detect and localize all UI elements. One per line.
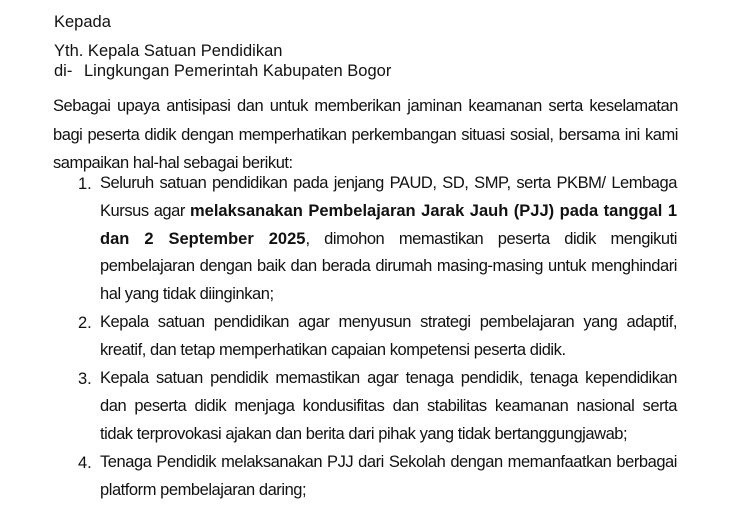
list-item-text bbox=[100, 170, 677, 309]
list-number: 3. bbox=[78, 370, 92, 388]
recipient-line-1: Yth. Kepala Satuan Pendidikan bbox=[54, 42, 283, 60]
intro-paragraph: Sebagai upaya antisipasi dan untuk memberikan jaminan keamanan serta keselamatan bagi peserta didik dengan memperhatikan perkembangan situasi sosial, bersama ini kami sampaikan hal-hal sebagai berikut: bbox=[53, 97, 678, 172]
list-number: 2. bbox=[78, 314, 92, 332]
recipient-line-2 bbox=[54, 61, 391, 81]
list-number: 1. bbox=[78, 175, 92, 193]
recipient-location: Lingkungan Pemerintah Kabupaten Bogor bbox=[84, 62, 392, 80]
recipient-prefix: di- bbox=[54, 62, 73, 80]
list-number: 4. bbox=[78, 454, 92, 472]
item-text-regular: , dimohon memastikan peserta didik mengikuti pembelajaran dengan baik dan berada dirumah masing-masing untuk menghindari hal yang tidak diinginkan; bbox=[100, 229, 678, 304]
list-item-text: Kepala satuan pendidik memastikan agar tenaga pendidik, tenaga kependidikan dan peserta didik menjaga kondusifitas dan stabilitas keamanan nasional serta tidak terprovokasi ajakan dan berita dari pihak yang tidak bertanggungjawab; bbox=[100, 369, 677, 443]
list-item-text: Kepala satuan pendidikan agar menyusun strategi pembelajaran yang adaptif, kreatif, dan tetap memperhatikan capaian kompetensi peserta didik. bbox=[100, 313, 677, 359]
item-text-regular: Seluruh satuan pendidikan pada jenjang PAUD, SD, SMP, serta PKBM/ Lembaga Kursus agar bbox=[100, 174, 677, 220]
list-item-text: Tenaga Pendidik melaksanakan PJJ dari Sekolah dengan memanfaatkan berbagai platform pembelajaran daring; bbox=[100, 453, 677, 499]
salutation: Kepada bbox=[54, 13, 111, 31]
item-text-bold: melaksanakan Pembelajaran Jarak Jauh (PJJ) pada tanggal 1 dan 2 September 2025 bbox=[100, 201, 678, 248]
